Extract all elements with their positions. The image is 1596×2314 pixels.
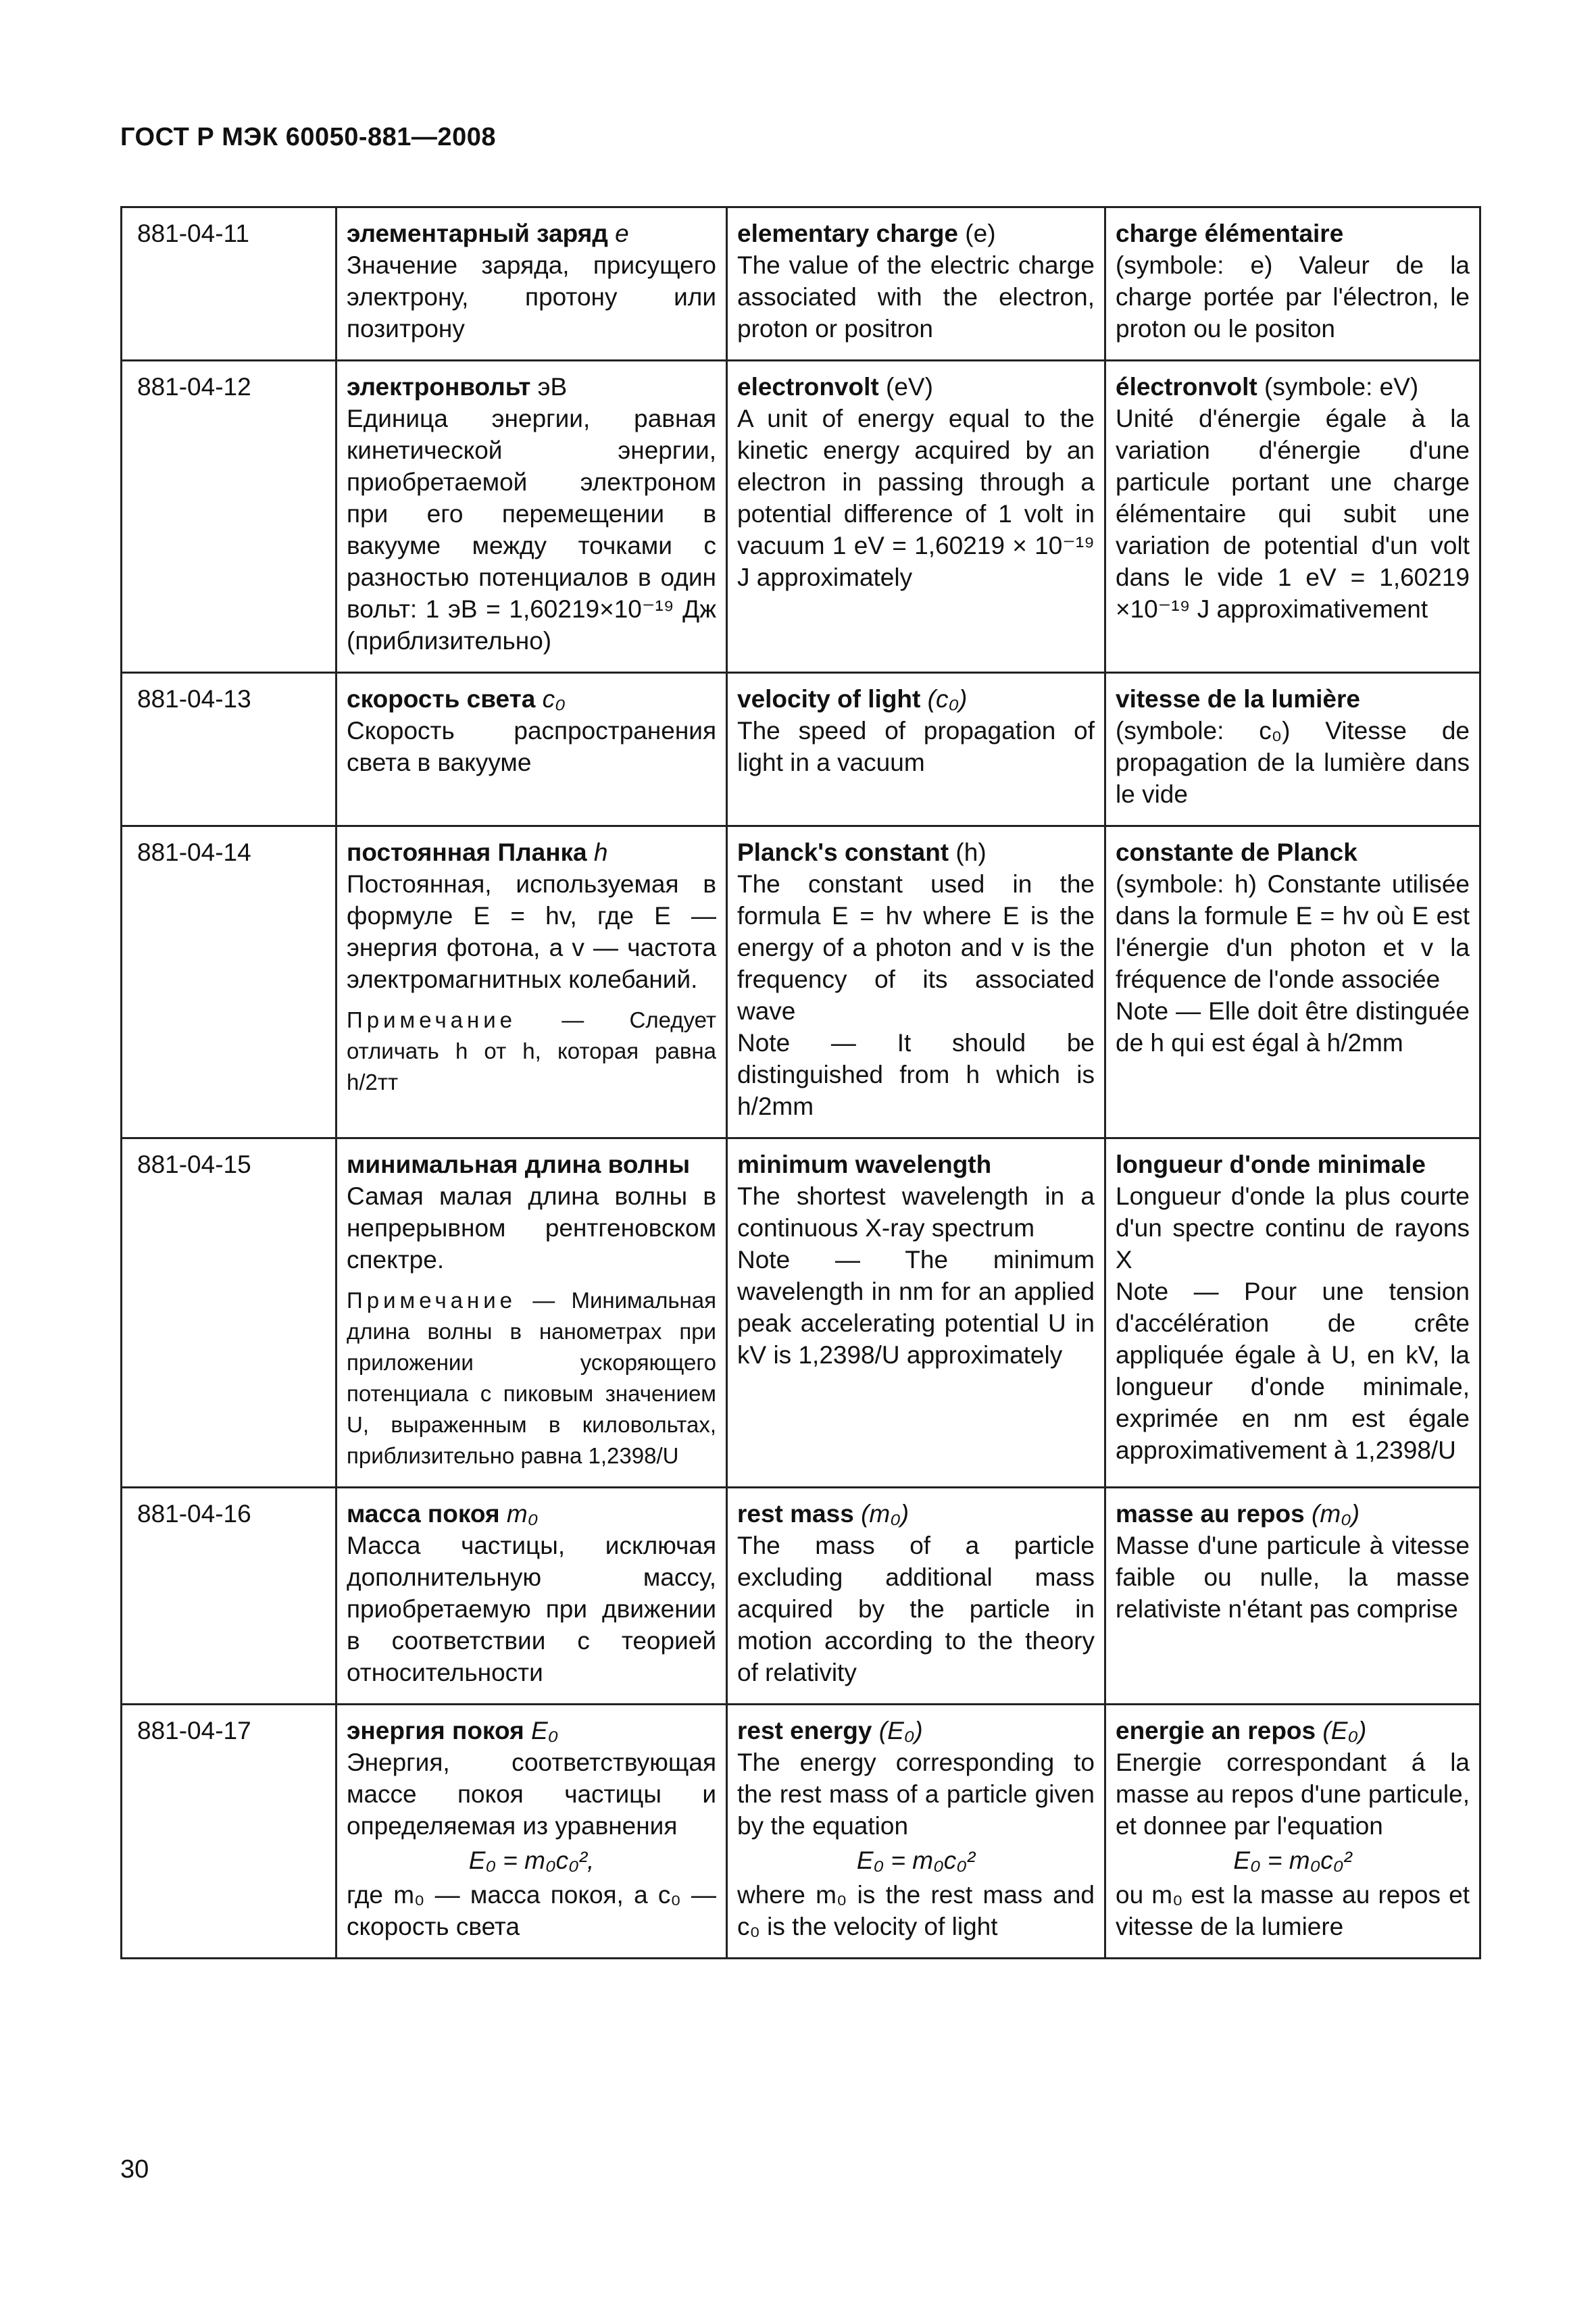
english-term: electronvolt (eV) (737, 373, 933, 401)
english-symbol: (h) (955, 838, 987, 866)
table-row (122, 361, 1480, 673)
russian-symbol: h (593, 838, 608, 866)
french-cell (1105, 207, 1480, 361)
english-definition: The value of the electric charge associated with the electron, proton or positron (737, 251, 1095, 343)
french-cell (1105, 1138, 1480, 1488)
english-term: velocity of light (c₀) (737, 685, 968, 713)
french-definition: Longueur d'onde la plus courte d'un spectre continu de rayons X (1116, 1182, 1470, 1274)
note-label: Примечание (347, 1288, 517, 1313)
english-cell (727, 361, 1105, 673)
russian-definition: Скорость распространения света в вакууме (347, 717, 716, 776)
english-definition: A unit of energy equal to the kinetic energy acquired by an electron in passing through a potential difference of 1 volt in vacuum 1 eV = 1,60219 × 10⁻¹⁹ J approximately (737, 405, 1095, 591)
russian-cell (336, 826, 727, 1138)
english-term: rest energy (E₀) (737, 1717, 923, 1744)
french-symbol: (E₀) (1322, 1717, 1367, 1744)
russian-symbol: e (615, 220, 629, 247)
english-symbol: (eV) (886, 373, 933, 401)
french-cell (1105, 1705, 1480, 1959)
french-definition: (symbole: c₀) Vitesse de propagation de la lumière dans le vide (1116, 717, 1470, 808)
russian-cell (336, 1488, 727, 1705)
table-row (122, 1138, 1480, 1488)
french-cell (1105, 1488, 1480, 1705)
table-row (122, 826, 1480, 1138)
french-definition: Energie correspondant á la masse au repos d'une particule, et donnee par l'equation (1116, 1749, 1470, 1840)
russian-term: постоянная Планка h (347, 838, 608, 866)
french-note: Note — Elle doit être distinguée de h qui est égal à h/2mm (1116, 997, 1470, 1057)
russian-symbol: E₀ (530, 1717, 559, 1744)
french-term: constante de Planck (1116, 838, 1357, 866)
russian-definition: Самая малая длина волны в непрерывном рентгеновском спектре. (347, 1182, 716, 1274)
english-symbol: (c₀) (927, 685, 968, 713)
russian-definition: Значение заряда, присущего электрону, протону или позитрону (347, 251, 716, 343)
english-formula-explanation: where m₀ is the rest mass and c₀ is the velocity of light (737, 1881, 1095, 1940)
french-term: charge élémentaire (1116, 220, 1344, 247)
russian-cell (336, 361, 727, 673)
english-definition: The energy corresponding to the rest mass of a particle given by the equation (737, 1749, 1095, 1840)
russian-cell (336, 207, 727, 361)
french-note: Note — Pour une tension d'accélération de crête appliquée égale à U, en kV, la longueur d'onde minimale, exprimée en nm est égale approximativement à 1,2398/U (1116, 1278, 1470, 1464)
french-definition: Masse d'une particule à vitesse faible ou nulle, la masse relativiste n'étant pas comprise (1116, 1532, 1470, 1623)
french-cell (1105, 361, 1480, 673)
russian-symbol: эВ (537, 373, 568, 401)
table-row (122, 673, 1480, 826)
russian-definition: Масса частицы, исключая дополнительную массу, приобретаемую при движении в соответствии с теорией относительности (347, 1532, 716, 1686)
french-definition: (symbole: e) Valeur de la charge portée par l'électron, le proton ou le positon (1116, 251, 1470, 343)
terms-table (120, 206, 1481, 1959)
note-label: Примечание (347, 1007, 517, 1032)
entry-number: 881-04-14 (122, 826, 336, 1138)
russian-cell (336, 673, 727, 826)
entry-number: 881-04-13 (122, 673, 336, 826)
russian-cell (336, 1705, 727, 1959)
russian-formula-explanation: где m₀ — масса покоя, а c₀ — скорость света (347, 1881, 716, 1940)
entry-number: 881-04-16 (122, 1488, 336, 1705)
russian-definition: Энергия, соответствующая массе покоя частицы и определяемая из уравнения (347, 1749, 716, 1840)
french-term: masse au repos (m₀) (1116, 1500, 1360, 1528)
russian-definition: Единица энергии, равная кинетической энергии, приобретаемой электроном при его перемещении в вакууме между точками с разностью потенциалов в один вольт: 1 эВ = 1,60219×10⁻¹⁹ Дж (приблизительно) (347, 405, 716, 655)
french-symbol: (symbole: eV) (1264, 373, 1419, 401)
russian-term: скорость света c₀ (347, 685, 566, 713)
english-formula: E₀ = m₀c₀² (856, 1846, 976, 1874)
french-formula-explanation: ou m₀ est la masse au repos et vitesse de la lumiere (1116, 1881, 1470, 1940)
entry-number: 881-04-15 (122, 1138, 336, 1488)
russian-term: масса покоя m₀ (347, 1500, 539, 1528)
english-term: rest mass (m₀) (737, 1500, 909, 1528)
french-term: électronvolt (symbole: eV) (1116, 373, 1419, 401)
english-cell (727, 826, 1105, 1138)
french-cell (1105, 673, 1480, 826)
russian-term: электронвольт эВ (347, 373, 568, 401)
french-definition: (symbole: h) Constante utilisée dans la formule E = hv où E est l'énergie d'un photon et v la fréquence de l'onde associée (1116, 870, 1470, 993)
entry-number: 881-04-12 (122, 361, 336, 673)
english-cell (727, 1138, 1105, 1488)
english-term: elementary charge (e) (737, 220, 996, 247)
russian-cell (336, 1138, 727, 1488)
french-cell (1105, 826, 1480, 1138)
english-note: Note — The minimum wavelength in nm for an applied peak accelerating potential U in kV is 1,2398/U approximately (737, 1246, 1095, 1369)
english-definition: The shortest wavelength in a continuous X-ray spectrum (737, 1182, 1095, 1242)
russian-definition: Постоянная, используемая в формуле E = hv, где E — энергия фотона, а v — частота электромагнитных колебаний. (347, 870, 716, 993)
english-cell (727, 1705, 1105, 1959)
french-term: vitesse de la lumière (1116, 685, 1360, 713)
entry-number: 881-04-11 (122, 207, 336, 361)
english-symbol: (m₀) (861, 1500, 909, 1528)
english-term: Planck's constant (h) (737, 838, 987, 866)
english-definition: The mass of a particle excluding additional mass acquired by the particle in motion according to the theory of relativity (737, 1532, 1095, 1686)
english-definition: The constant used in the formula E = hv where E is the energy of a photon and v is the frequency of its associated wave (737, 870, 1095, 1025)
french-symbol: (m₀) (1312, 1500, 1360, 1528)
russian-symbol: c₀ (542, 685, 566, 713)
english-note: Note — It should be distinguished from h which is h/2mm (737, 1029, 1095, 1120)
table-row (122, 1488, 1480, 1705)
russian-symbol: m₀ (506, 1500, 539, 1528)
english-cell (727, 673, 1105, 826)
entry-number: 881-04-17 (122, 1705, 336, 1959)
russian-note: Примечание — Минимальная длина волны в нанометрах при приложении ускоряющего потенциала с пиковым значением U, выраженным в киловольтах, приблизительно равна 1,2398/U (347, 1288, 716, 1468)
document-header: ГОСТ Р МЭК 60050-881—2008 (120, 123, 496, 151)
russian-formula: E₀ = m₀c₀², (468, 1846, 595, 1874)
page-number: 30 (120, 2155, 149, 2184)
french-definition: Unité d'énergie égale à la variation d'énergie d'une particule portant une charge élémentaire qui subit une variation de potential d'un volt dans le vide 1 eV = 1,60219 ×10⁻¹⁹ J approximativement (1116, 405, 1470, 623)
english-symbol: (e) (965, 220, 996, 247)
english-symbol: (E₀) (878, 1717, 923, 1744)
russian-note: Примечание — Следует отличать h от h, которая равна h/2тт (347, 1007, 717, 1095)
french-term: energie an repos (E₀) (1116, 1717, 1367, 1744)
russian-term: элементарный заряд e (347, 220, 629, 247)
english-cell (727, 1488, 1105, 1705)
french-term: longueur d'onde minimale (1116, 1151, 1426, 1178)
russian-term: минимальная длина волны (347, 1151, 691, 1178)
table-row (122, 1705, 1480, 1959)
french-formula: E₀ = m₀c₀² (1233, 1846, 1352, 1874)
russian-term: энергия покоя E₀ (347, 1717, 559, 1744)
table-row (122, 207, 1480, 361)
english-definition: The speed of propagation of light in a vacuum (737, 717, 1095, 776)
english-term: minimum wavelength (737, 1151, 992, 1178)
english-cell (727, 207, 1105, 361)
